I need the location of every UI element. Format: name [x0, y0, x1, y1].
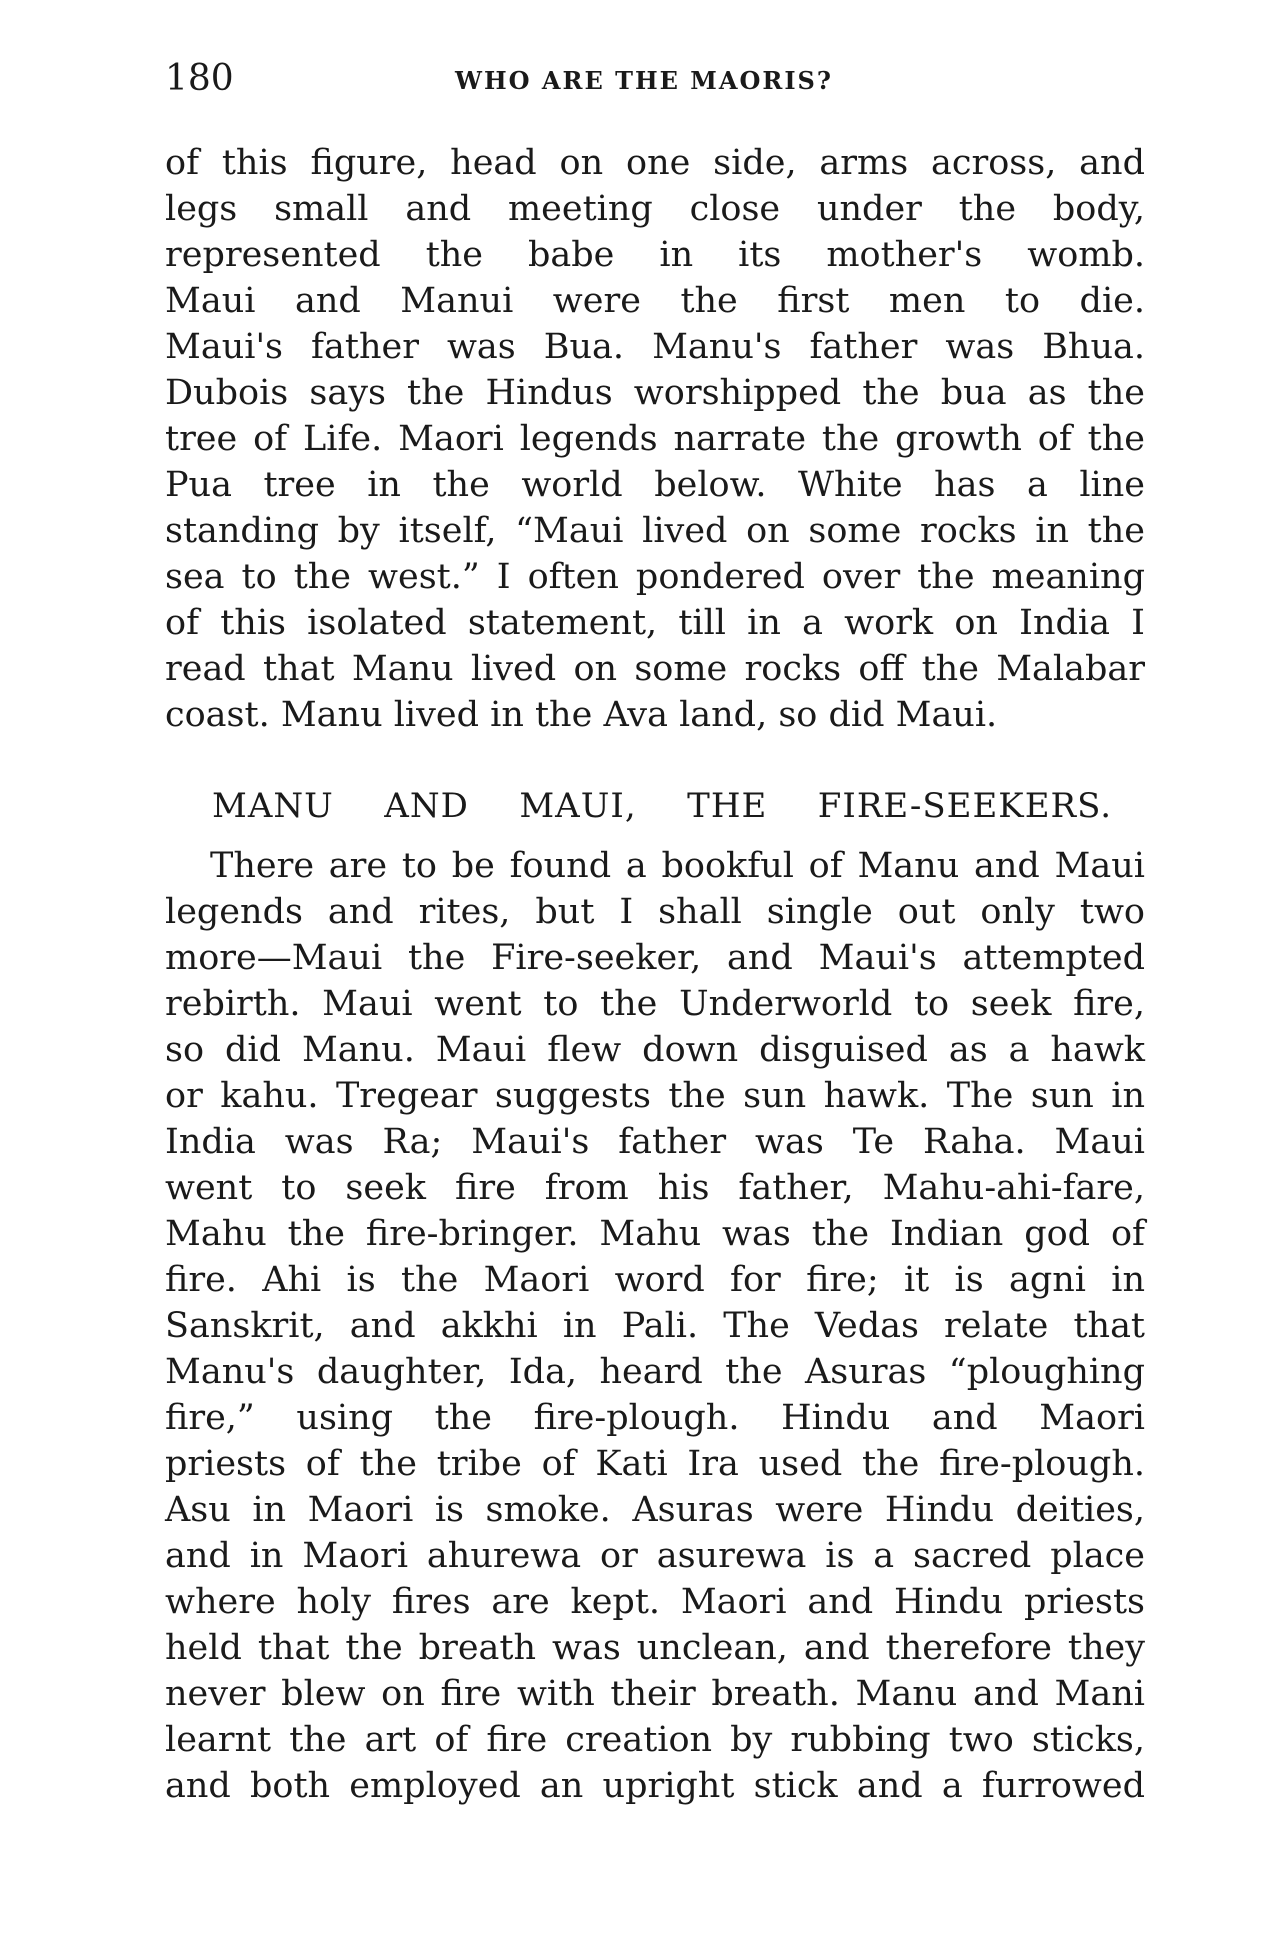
text-line: held that the breath was unclean, and therefore they	[165, 1628, 1145, 1668]
text-line: standing by itself, “Maui lived on some rocks in the	[165, 511, 1145, 551]
text-line: more—Maui the Fire-seeker, and Maui's attempted	[165, 938, 1145, 978]
text-line: fire. Ahi is the Maori word for fire; it is agni in	[165, 1260, 1145, 1300]
text-line: Pua tree in the world below. White has a line	[165, 465, 1145, 505]
text-line: priests of the tribe of Kati Ira used the fire-plough.	[165, 1444, 1145, 1484]
text-line: read that Manu lived on some rocks off the Malabar	[165, 649, 1145, 689]
text-line: and both employed an upright stick and a furrowed	[165, 1766, 1145, 1806]
text-line: Maui and Manui were the first men to die.	[165, 281, 1145, 321]
text-line: and in Maori ahurewa or asurewa is a sacred place	[165, 1536, 1145, 1576]
text-line: legs small and meeting close under the body,	[165, 189, 1145, 229]
text-line: of this figure, head on one side, arms across, and	[165, 143, 1145, 183]
running-head	[165, 58, 1165, 108]
text-line: legends and rites, but I shall single out only two	[165, 892, 1145, 932]
text-line: tree of Life. Maori legends narrate the growth of the	[165, 419, 1145, 459]
page-number: 180	[165, 58, 234, 99]
text-line: Sanskrit, and akkhi in Pali. The Vedas relate that	[165, 1306, 1145, 1346]
text-line: fire,” using the fire-plough. Hindu and Maori	[165, 1398, 1145, 1438]
text-line: Manu's daughter, Ida, heard the Asuras “ploughing	[165, 1352, 1145, 1392]
text-line: There are to be found a bookful of Manu and Maui	[210, 846, 1145, 886]
running-title: WHO ARE THE MAORIS?	[455, 66, 833, 95]
text-line: sea to the west.” I often pondered over the meaning	[165, 557, 1145, 597]
text-line: Dubois says the Hindus worshipped the bua as the	[165, 373, 1145, 413]
text-line: Asu in Maori is smoke. Asuras were Hindu deities,	[165, 1490, 1145, 1530]
text-line: India was Ra; Maui's father was Te Raha. Maui	[165, 1122, 1145, 1162]
text-line: learnt the art of fire creation by rubbing two sticks,	[165, 1720, 1145, 1760]
text-line: coast. Manu lived in the Ava land, so did Maui.	[165, 695, 998, 735]
paragraph-2	[165, 843, 1145, 1809]
text-line: went to seek fire from his father, Mahu-ahi-fare,	[165, 1168, 1145, 1208]
text-line: of this isolated statement, till in a work on India I	[165, 603, 1145, 643]
text-line: rebirth. Maui went to the Underworld to seek fire,	[165, 984, 1145, 1024]
text-line: or kahu. Tregear suggests the sun hawk. The sun in	[165, 1076, 1145, 1116]
text-line: so did Manu. Maui flew down disguised as a hawk	[165, 1030, 1145, 1070]
paragraph-1	[165, 140, 1145, 738]
text-line: represented the babe in its mother's womb.	[165, 235, 1145, 275]
text-line: never blew on fire with their breath. Manu and Mani	[165, 1674, 1145, 1714]
text-line: Maui's father was Bua. Manu's father was Bhua.	[165, 327, 1145, 367]
section-heading: MANU AND MAUI, THE FIRE-SEEKERS.	[212, 786, 1112, 826]
text-line: where holy fires are kept. Maori and Hindu priests	[165, 1582, 1145, 1622]
text-line: Mahu the fire-bringer. Mahu was the Indian god of	[165, 1214, 1145, 1254]
